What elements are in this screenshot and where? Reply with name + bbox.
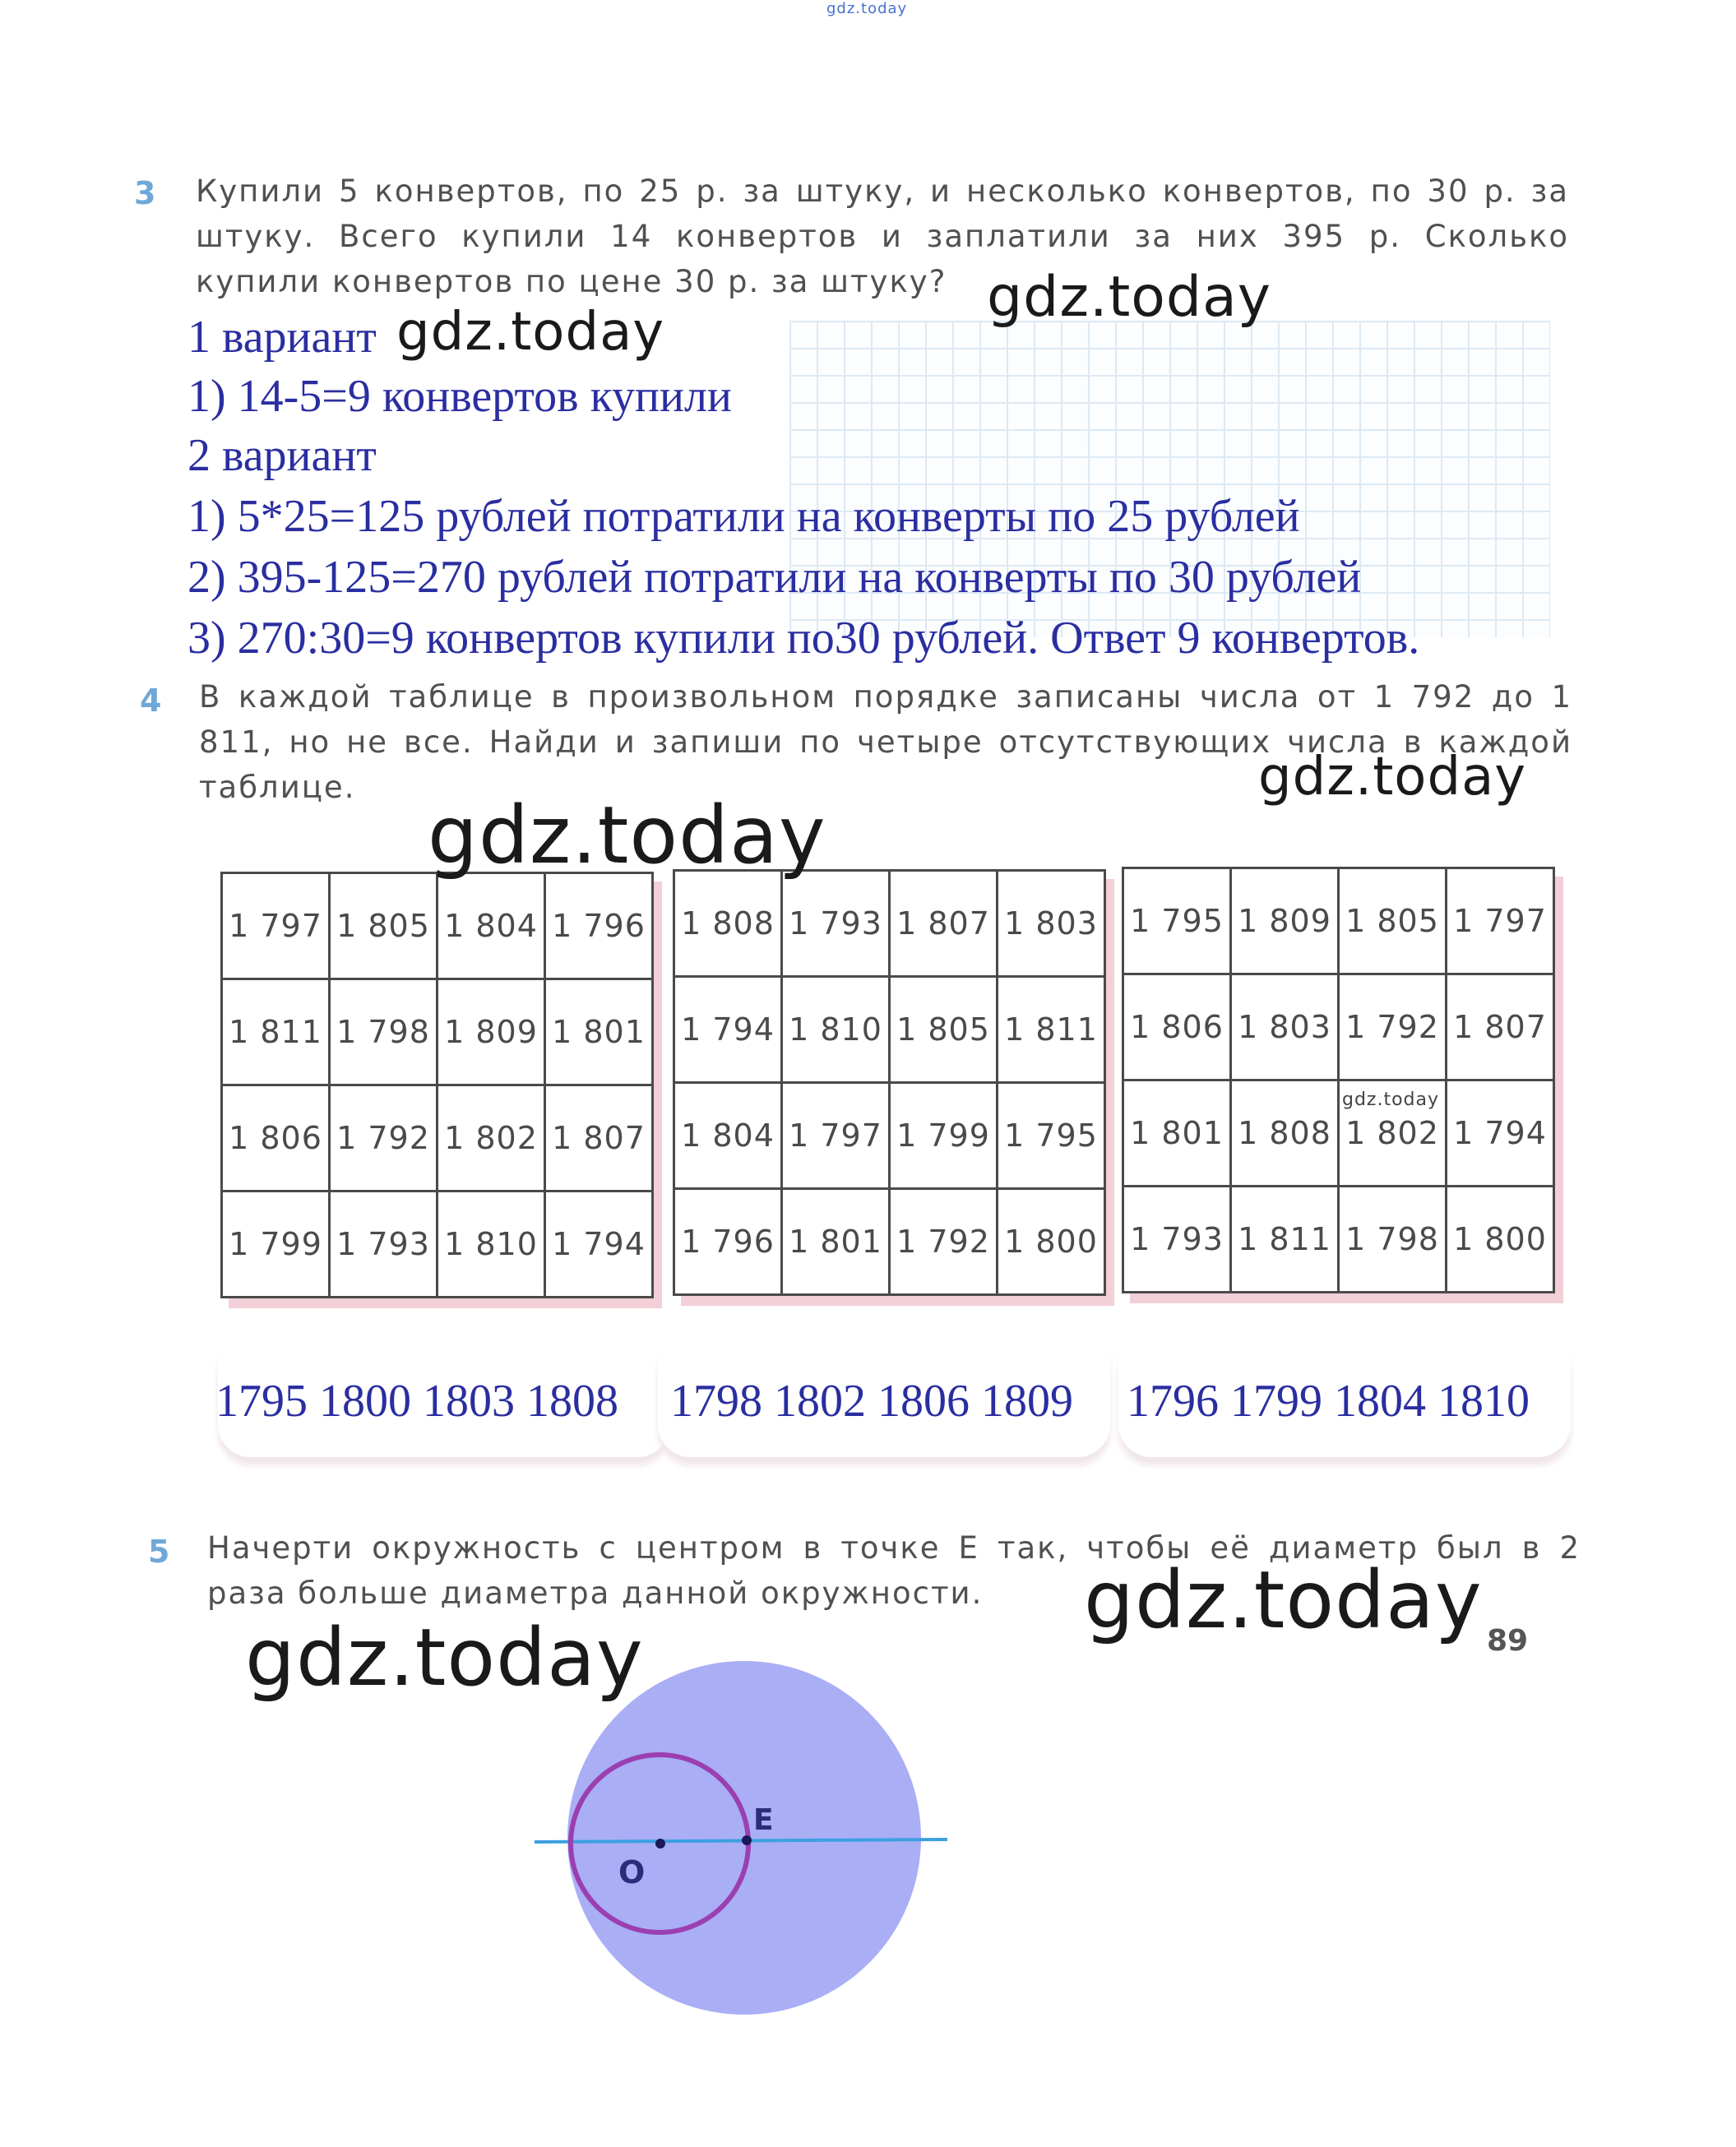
task5-text: Начерти окружность с центром в точке E так, чтобы её диаметр был в 2 раза больше диаметра данной окружности. [207,1530,1581,1611]
watermark: gdz.today [1084,1554,1483,1646]
number-table-1 [220,872,654,1298]
table-cell: 1 806 [1123,974,1231,1080]
table-cell: 1 808 [1231,1080,1339,1187]
table-cell: 1 799 [222,1191,330,1298]
number-table-3 [1122,867,1555,1293]
table-cell: 1 797 [222,873,330,979]
table-cell: 1 801 [782,1189,890,1295]
table-cell: 1 794 [1447,1080,1554,1187]
table-cell: 1 797 [782,1083,890,1189]
table-cell: 1 811 [1231,1187,1339,1293]
watermark: gdz.today [245,1612,644,1704]
task3-text: Купили 5 конвертов, по 25 р. за штуку, и несколько конвертов, по 30 р. за штуку. Всего купили 14 конвертов и заплатили за них 395 р. Сколько купили конвертов по цене 30 р. за штуку? [196,174,1569,299]
table-cell: 1 804 [437,873,545,979]
table-cell: 1 797 [1447,868,1554,974]
table-cell: 1 804 [674,1083,782,1189]
table-cell: 1 808 [674,871,782,977]
table-row [674,977,1105,1083]
table-cell: 1 803 [1231,974,1339,1080]
table-row [1123,1080,1554,1187]
answer-table-3: 1796 1799 1804 1810 [1127,1376,1530,1427]
table-cell: 1 811 [222,979,330,1085]
table-cell: 1 802 [437,1085,545,1191]
table-cell: 1 811 [998,977,1105,1083]
table-cell: 1 806 [222,1085,330,1191]
table-cell: 1 799 [890,1083,998,1189]
table-row [674,1083,1105,1189]
watermark: gdz.today [396,302,665,363]
point-o [655,1839,665,1849]
label-e: E [753,1803,774,1837]
task3-solution-line3: 2 вариант [187,430,377,481]
table-cell: 1 793 [782,871,890,977]
table-cell: 1 792 [330,1085,437,1191]
table-row [674,871,1105,977]
table-cell: 1 805 [1339,868,1447,974]
watermark: gdz.today [428,789,826,881]
table-cell: 1 794 [545,1191,653,1298]
circle-diagram [526,1661,970,2023]
table-cell: 1 800 [1447,1187,1554,1293]
number-table-2 [673,869,1106,1296]
task3-solution-line4: 1) 5*25=125 рублей потратили на конверты по 25 рублей [187,491,1300,542]
table-row [222,1085,653,1191]
task3-solution-line6: 3) 270:30=9 конвертов купили по30 рублей. Ответ 9 конвертов. [187,613,1420,664]
table-cell: 1 798 [330,979,437,1085]
point-e [742,1835,752,1845]
table-cell: 1 798 [1339,1187,1447,1293]
watermark: gdz.today [1342,1090,1440,1110]
table-row [222,873,653,979]
table-cell: 1 809 [437,979,545,1085]
task5-number: 5 [148,1534,170,1570]
watermark: gdz.today [1258,747,1527,807]
task4-number: 4 [140,683,162,719]
table-cell: 1 802 [1339,1080,1447,1187]
top-watermark: gdz.today [826,0,908,17]
table-cell: 1 796 [545,873,653,979]
task3-solution-line2: 1) 14-5=9 конвертов купили [187,371,732,422]
table-cell: 1 807 [545,1085,653,1191]
table-cell: 1 796 [674,1189,782,1295]
table-cell: 1 801 [1123,1080,1231,1187]
label-o: O [618,1854,646,1890]
page-number: 89 [1487,1624,1529,1658]
watermark: gdz.today [987,265,1271,330]
table-row [222,979,653,1085]
table-cell: 1 805 [330,873,437,979]
table-row [1123,974,1554,1080]
table-row [1123,868,1554,974]
table-cell: 1 800 [998,1189,1105,1295]
table-cell: 1 807 [1447,974,1554,1080]
table-cell: 1 805 [890,977,998,1083]
table-row [1123,1187,1554,1293]
table-cell: 1 803 [998,871,1105,977]
task3-number: 3 [134,175,156,211]
table-row [674,1189,1105,1295]
table-cell: 1 810 [437,1191,545,1298]
answer-table-2: 1798 1802 1806 1809 [670,1376,1073,1427]
table-cell: 1 809 [1231,868,1339,974]
task3-solution-line1: 1 вариант [187,312,377,363]
table-cell: 1 801 [545,979,653,1085]
answer-table-1: 1795 1800 1803 1808 [215,1376,618,1427]
table-cell: 1 795 [1123,868,1231,974]
table-cell: 1 792 [890,1189,998,1295]
table-cell: 1 794 [674,977,782,1083]
table-row [222,1191,653,1298]
table-cell: 1 795 [998,1083,1105,1189]
task4-text: В каждой таблице в произвольном порядке записаны числа от 1 792 до 1 811, но не все. Найди и запиши по четыре отсутствующих числа в каждой таблице. [199,679,1572,805]
table-cell: 1 792 [1339,974,1447,1080]
table-cell: 1 793 [1123,1187,1231,1293]
table-cell: 1 810 [782,977,890,1083]
table-cell: 1 793 [330,1191,437,1298]
task3-solution-line5: 2) 395-125=270 рублей потратили на конверты по 30 рублей [187,552,1362,603]
table-cell: 1 807 [890,871,998,977]
